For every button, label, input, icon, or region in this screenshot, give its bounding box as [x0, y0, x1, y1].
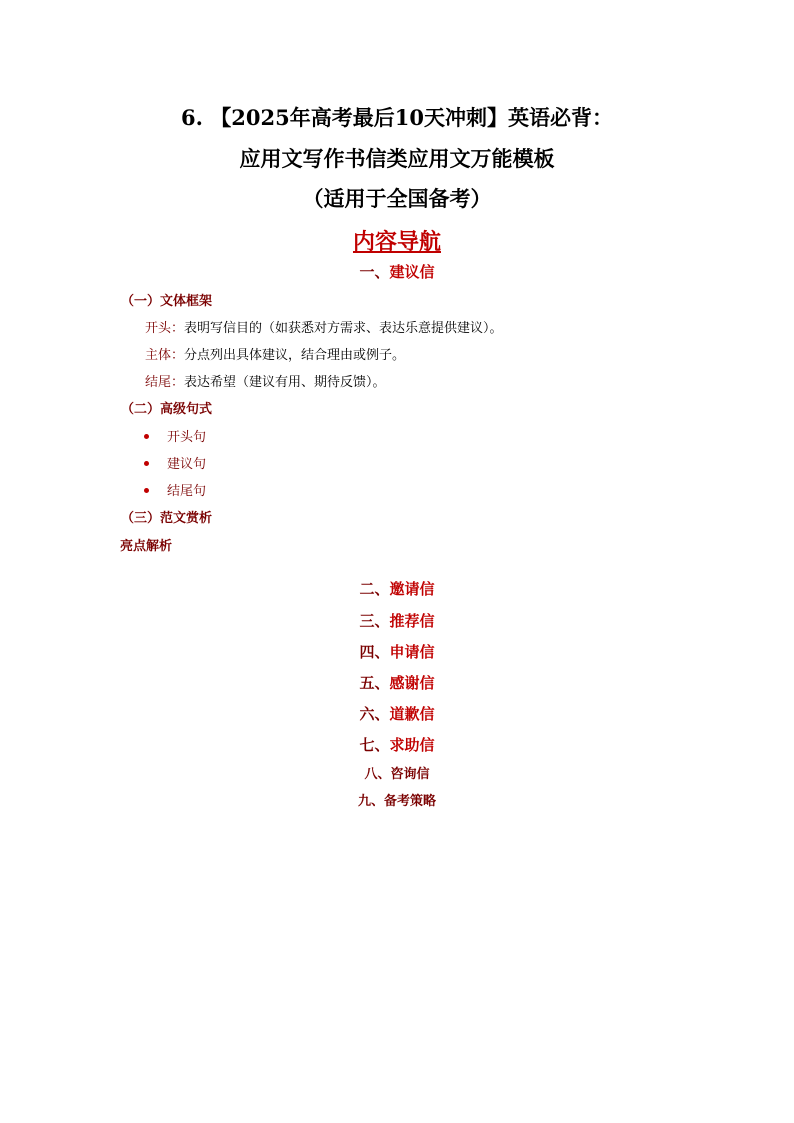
nav-link-section-6[interactable] [0, 704, 794, 724]
section-label: 建议信 [389, 263, 435, 281]
section-label: 邀请信 [389, 580, 435, 598]
bullet-icon [144, 488, 149, 493]
section-number: 一、 [359, 263, 390, 281]
section-number: 八、 [364, 767, 391, 782]
section-label: 求助信 [389, 736, 435, 754]
ending-label: 结尾： [145, 375, 185, 390]
nav-link-section-1[interactable] [0, 262, 794, 282]
section-label: 道歉信 [389, 705, 435, 723]
body-label: 主体： [145, 348, 185, 363]
framework-ending [145, 374, 386, 392]
nav-link-highlight-analysis[interactable]: 亮点解析 [120, 539, 173, 554]
title-line-1: 6. 【2025年高考最后10天冲刺】英语必背： [181, 105, 613, 130]
title-line-3: （适用于全国备考） [302, 186, 492, 211]
section-label: 咨询信 [390, 767, 430, 782]
section-label: 备考策略 [384, 794, 437, 809]
nav-link-section-7[interactable] [0, 735, 794, 755]
nav-link-advanced-sentences[interactable]: （二）高级句式 [121, 402, 213, 417]
section-label: 推荐信 [389, 612, 435, 630]
title-line-2: 应用文写作书信类应用文万能模板 [239, 146, 555, 171]
body-text: 分点列出具体建议，结合理由或例子。 [184, 348, 406, 363]
section-label: 申请信 [389, 643, 435, 661]
nav-link-section-2[interactable] [0, 579, 794, 599]
section-number: 三、 [359, 612, 390, 630]
framework-body [145, 347, 405, 365]
nav-link-closing-sentences[interactable] [144, 483, 206, 501]
section-number: 四、 [359, 643, 390, 661]
nav-link-section-8[interactable] [0, 765, 794, 785]
nav-link-section-9[interactable] [0, 792, 794, 812]
bullet-icon [144, 461, 149, 466]
section-number: 二、 [359, 580, 390, 598]
bullet-label: 结尾句 [167, 484, 207, 499]
nav-link-framework[interactable]: （一）文体框架 [121, 294, 213, 309]
opening-text: 表明写信目的（如获悉对方需求、表达乐意提供建议）。 [184, 321, 503, 336]
section-number: 九、 [357, 794, 384, 809]
ending-text: 表达希望（建议有用、期待反馈）。 [184, 375, 386, 390]
nav-link-model-essay[interactable]: （三）范文赏析 [121, 511, 213, 526]
section-number: 六、 [359, 705, 390, 723]
bullet-label: 开头句 [167, 430, 207, 445]
nav-link-section-4[interactable] [0, 642, 794, 662]
framework-opening [145, 320, 503, 338]
opening-label: 开头： [145, 321, 185, 336]
nav-link-section-5[interactable] [0, 673, 794, 693]
bullet-icon [144, 434, 149, 439]
section-number: 五、 [359, 674, 390, 692]
section-label: 感谢信 [389, 674, 435, 692]
nav-link-suggestion-sentences[interactable] [144, 456, 206, 474]
nav-link-section-3[interactable] [0, 611, 794, 631]
bullet-label: 建议句 [167, 457, 207, 472]
content-navigation-heading: 内容导航 [352, 229, 441, 255]
nav-link-opening-sentences[interactable] [144, 429, 206, 447]
section-number: 七、 [359, 736, 390, 754]
